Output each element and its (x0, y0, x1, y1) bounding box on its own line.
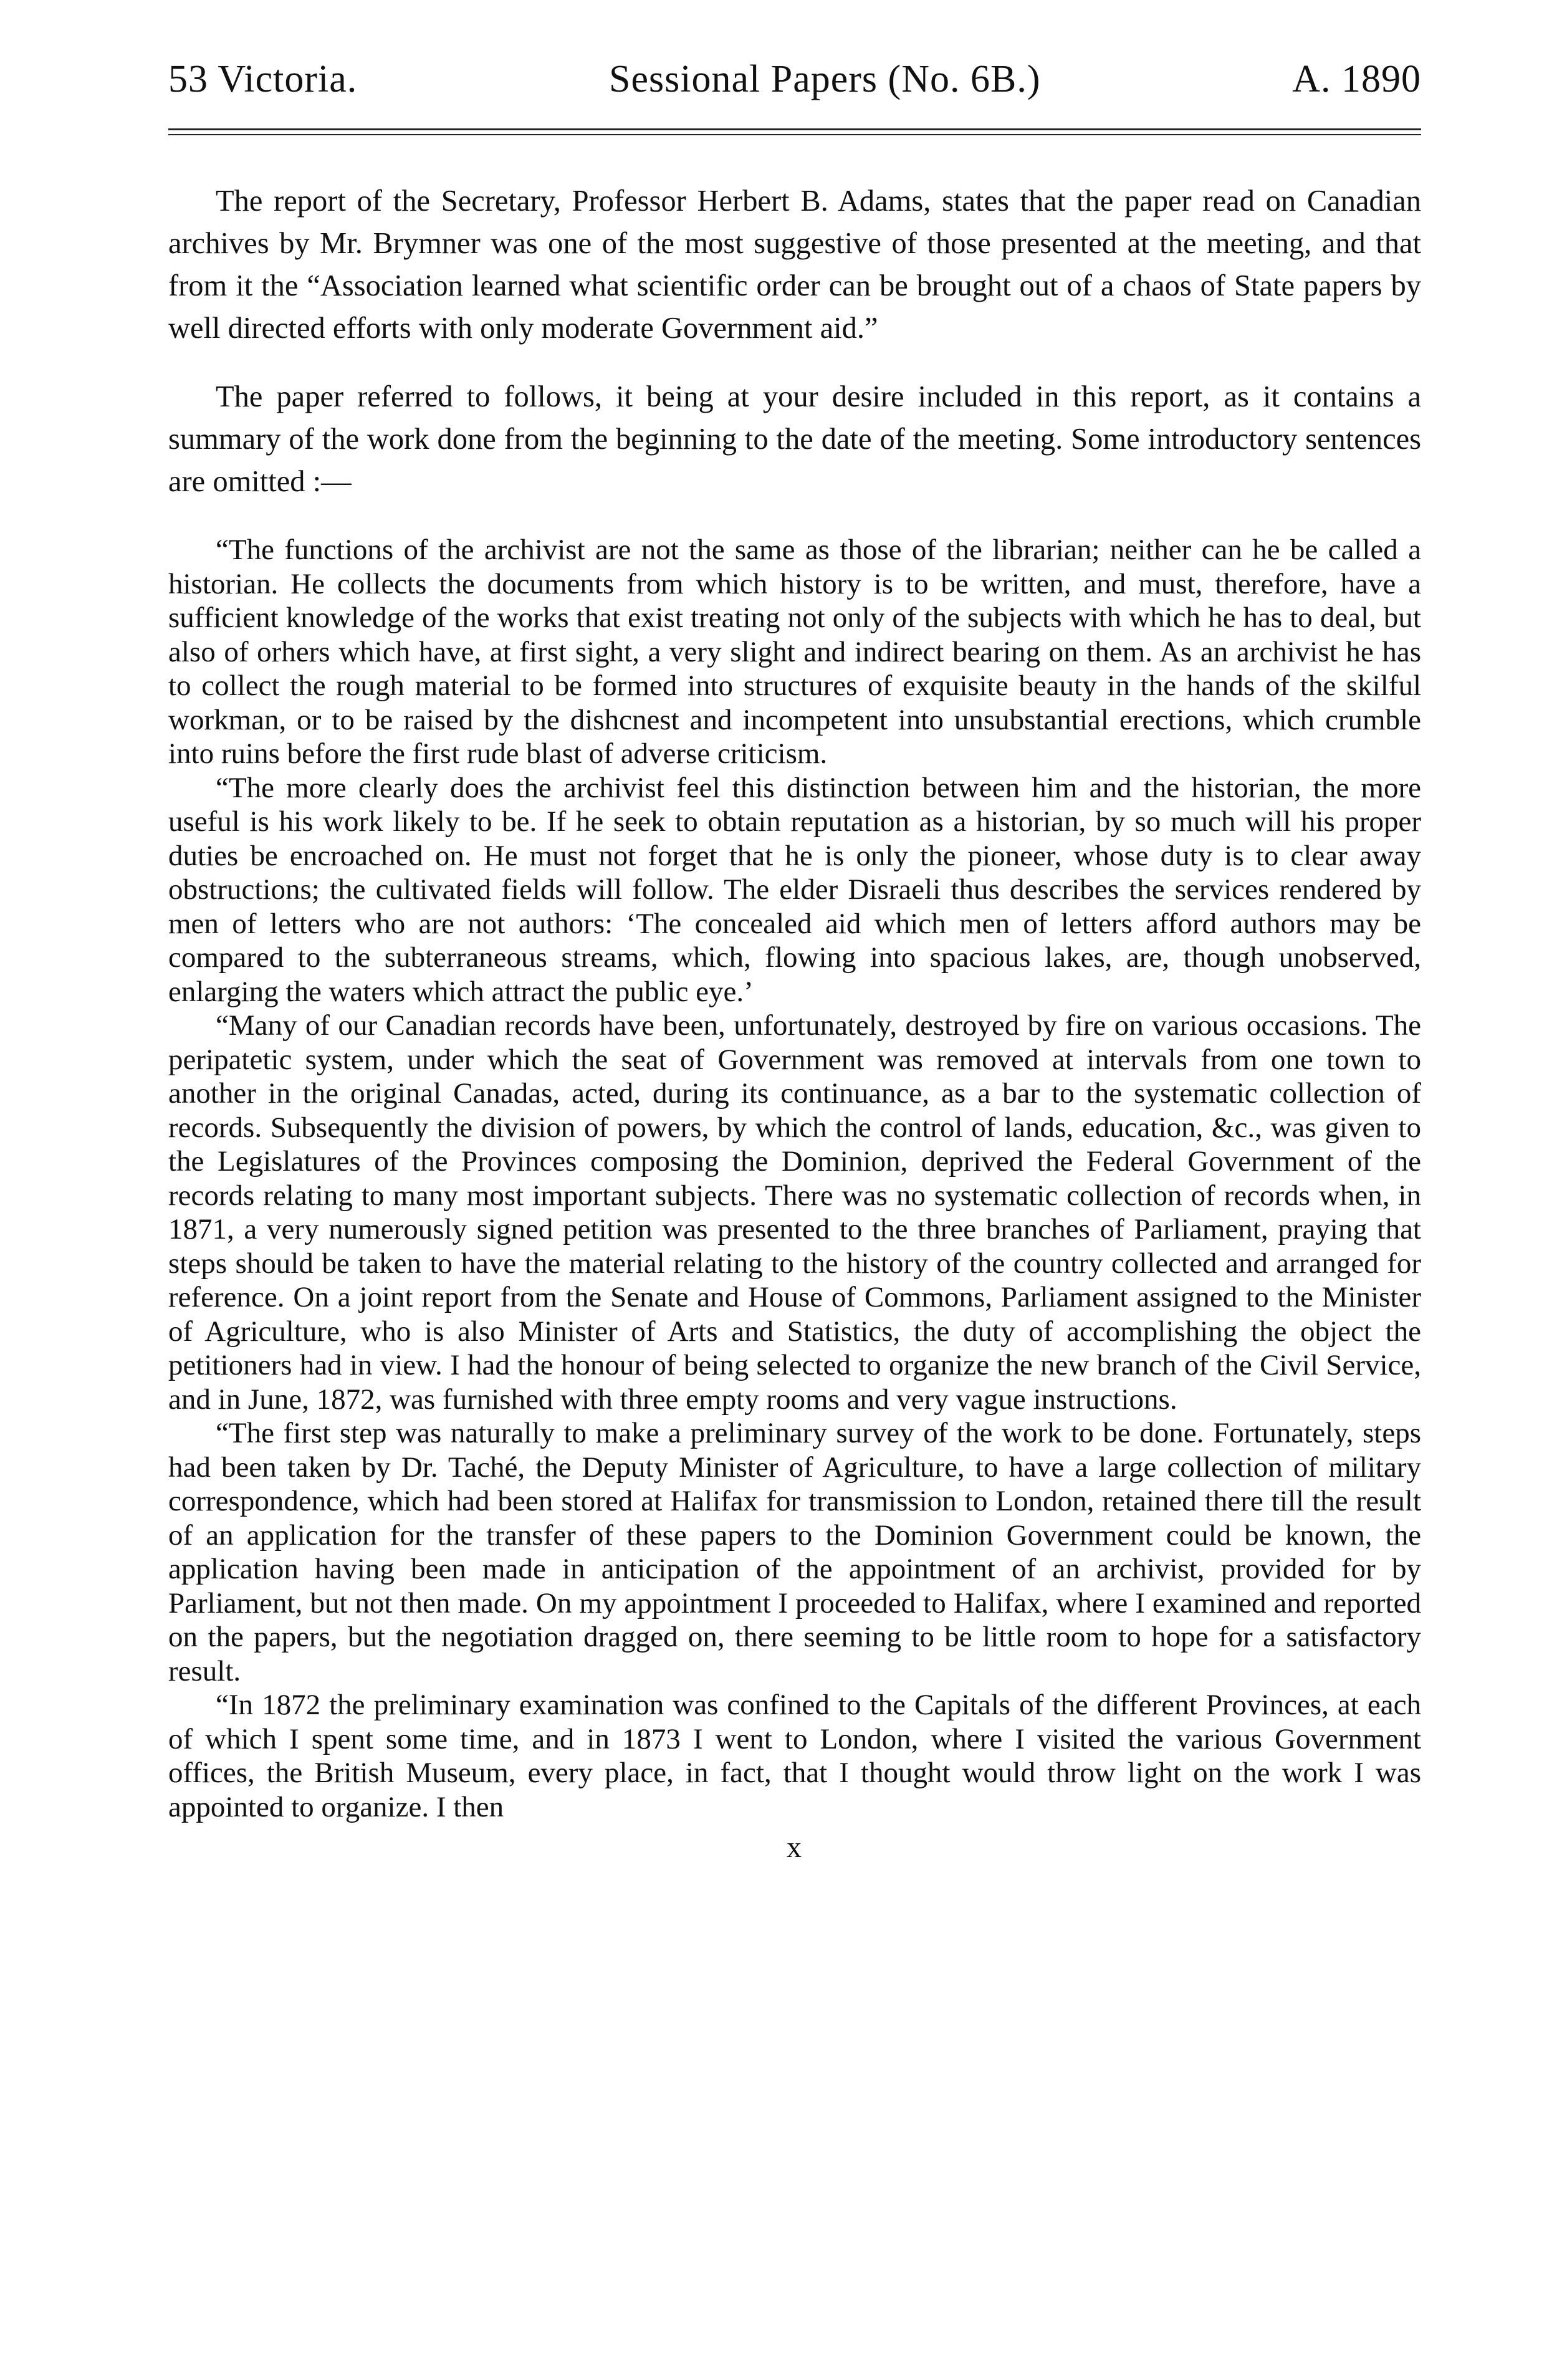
quoted-paragraph: “Many of our Canadian records have been, unfortunately, destroyed by fire on various occasions. The peripatetic system, under which the seat of Government was removed at intervals from one town to another in the original Canadas, acted, during its continuance, as a bar to the systematic collection of records. Subsequently the division of powers, by which the control of lands, education, &c., was given to the Legislatures of the Provinces composing the Dominion, deprived the Federal Government of the records relating to many most important subjects. There was no systematic collection of records when, in 1871, a very numerously signed petition was presented to the three branches of Parliament, praying that steps should be taken to have the material relating to the history of the country collected and arranged for reference. On a joint report from the Senate and House of Commons, Parliament assigned to the Minister of Agriculture, who is also Minister of Arts and Statistics, the duty of accomplishing the object the petitioners had in view. I had the honour of being selected to organize the new branch of the Civil Service, and in June, 1872, was furnished with three empty rooms and very vague instructions. (168, 1009, 1421, 1416)
header-year: A. 1890 (1292, 58, 1421, 100)
intro-paragraph: The paper referred to follows, it being at your desire included in this report, as it contains a summary of the work done from the beginning to the date of the meeting. Some introductory sentences are omitted :— (168, 380, 1421, 499)
running-header (168, 56, 1421, 102)
quoted-paragraph: “The more clearly does the archivist feel this distinction between him and the historian, the more useful is his work likely to be. If he seek to obtain reputation as a historian, by so much will his proper duties be encroached on. He must not forget that he is only the pioneer, whose duty is to clear away obstructions; the cultivated fields will follow. The elder Disraeli thus describes the services rendered by men of letters who are not authors: ‘The concealed aid which men of letters afford authors may be compared to the subterraneous streams, which, flowing into spacious lakes, are, though unobserved, enlarging the waters which attract the public eye.’ (168, 771, 1421, 1008)
header-double-rule (168, 128, 1421, 135)
quoted-paragraph: “The functions of the archivist are not the same as those of the librarian; neither can he be called a historian. He collects the documents from which history is to be written, and must, therefore, have a sufficient knowledge of the works that exist treating not only of the subjects with which he has to deal, but also of orhers which have, at first sight, a very slight and indirect bearing on them. As an archivist he has to collect the rough material to be formed into structures of exquisite beauty in the hands of the skilful workman, or to be raised by the dishcnest and incompetent into unsubstantial erections, which crumble into ruins before the first rude blast of adverse criticism. (168, 534, 1421, 770)
quoted-paragraph: “The first step was naturally to make a preliminary survey of the work to be done. Fortunately, steps had been taken by Dr. Taché, the Deputy Minister of Agriculture, to have a large collection of military correspondence, which had been stored at Halifax for transmission to London, retained there till the result of an application for the transfer of these papers to the Dominion Government could be known, the application having been made in anticipation of the appointment of an archivist, provided for by Parliament, but not then made. On my appointment I proceeded to Halifax, where I examined and reported on the papers, but the negotiation dragged on, there seeming to be little room to hope for a satisfactory result. (168, 1417, 1421, 1687)
quoted-paragraph: “In 1872 the preliminary examination was confined to the Capitals of the different Provinces, at each of which I spent some time, and in 1873 I went to London, where I visited the various Government offices, the British Museum, every place, in fact, that I thought would throw light on the work I was appointed to organize. I then (168, 1689, 1421, 1823)
header-session: 53 Victoria. (168, 58, 358, 100)
intro-paragraph: The report of the Secretary, Professor Herbert B. Adams, states that the paper read on Canadian archives by Mr. Brymner was one of the most suggestive of those presented at the meeting, and that from it the “Association learned what scientific order can be brought out of a chaos of State papers by well directed efforts with only moderate Government aid.” (168, 185, 1421, 345)
header-publication: Sessional Papers (No. 6B.) (609, 58, 1041, 100)
header-rule-top (168, 128, 1421, 130)
header-rule-bottom (168, 134, 1421, 135)
document-page (168, 56, 1421, 1866)
page-folio: x (787, 1831, 803, 1864)
